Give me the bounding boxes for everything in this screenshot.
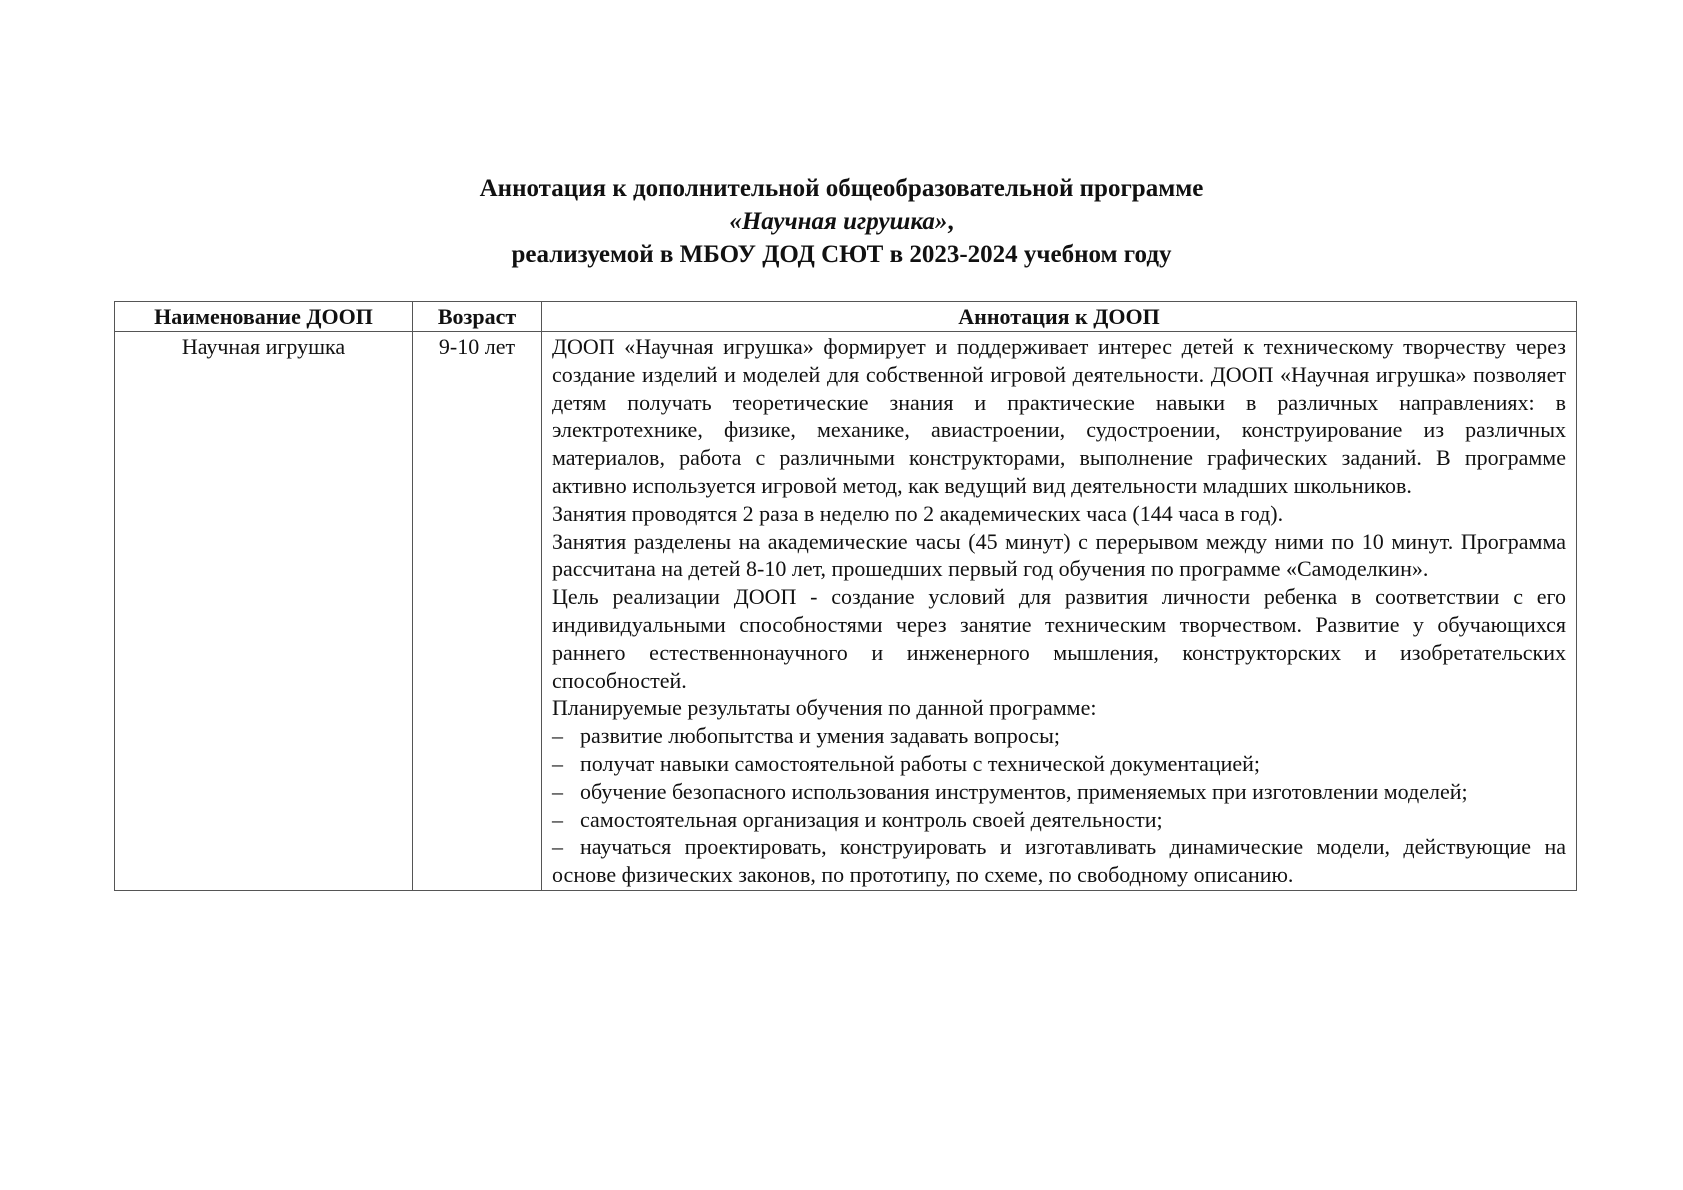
title-line-3: реализуемой в МБОУ ДОД СЮТ в 2023-2024 учебном году — [511, 241, 1172, 268]
table-header-row — [115, 302, 1577, 332]
list-item — [552, 778, 1566, 806]
header-name: Наименование ДООП — [115, 302, 413, 332]
dash-bullet: – — [552, 778, 563, 804]
table-row — [115, 332, 1577, 891]
list-item — [552, 806, 1566, 834]
cell-annotation — [542, 332, 1577, 891]
header-age: Возраст — [413, 302, 542, 332]
cell-age: 9-10 лет — [413, 332, 542, 891]
list-item-text: обучение безопасного использования инструментов, применяемых при изготовлении моделей; — [580, 778, 1468, 804]
annotation-paragraph-3: Занятия разделены на академические часы (45 минут) с перерывом между ними по 10 минут. Программа рассчитана на детей 8-10 лет, прошедших первый год обучения по программе «Самоделкин». — [552, 528, 1566, 582]
title-line-1: Аннотация к дополнительной общеобразовательной программе — [479, 175, 1204, 202]
dash-bullet: – — [552, 750, 563, 776]
results-list — [552, 722, 1566, 889]
cell-program-name: Научная игрушка — [115, 332, 413, 891]
dash-bullet: – — [552, 834, 563, 860]
annotation-paragraph-5: Планируемые результаты обучения по данной программе: — [552, 695, 1097, 721]
list-item — [552, 722, 1566, 750]
list-item-text: научаться проектировать, конструировать и изготавливать динамические модели, действующие на основе физических законов, по прототипу, по схеме, по свободному описанию. — [552, 834, 1566, 888]
annotation-paragraph-4: Цель реализации ДООП - создание условий для развития личности ребенка в соответствии с его индивидуальными способностями через занятие техническим творчеством. Развитие у обучающихся раннего естественнонаучного и инженерного мышления, конструкторских и изобретательских способностей. — [552, 584, 1566, 693]
dash-bullet: – — [552, 806, 563, 832]
list-item-text: получат навыки самостоятельной работы с технической документацией; — [580, 750, 1261, 776]
title-comma: , — [947, 208, 954, 235]
title-line-2 — [0, 205, 1683, 238]
annotation-paragraph-1: ДООП «Научная игрушка» формирует и поддерживает интерес детей к техническому творчеству через создание изделий и моделей для собственной игровой деятельности. ДООП «Научная игрушка» позволяет детям получать теоретические знания и практические навыки в различных направлениях: в электротехнике, физике, механике, авиастроении, судостроении, конструирование из различных материалов, работа с различными конструкторами, выполнение графических заданий. В программе активно используется игровой метод, как ведущий вид деятельности младших школьников. — [552, 334, 1566, 498]
dash-bullet: – — [552, 723, 563, 749]
header-annotation: Аннотация к ДООП — [542, 302, 1577, 332]
list-item-text: самостоятельная организация и контроль своей деятельности; — [580, 806, 1163, 832]
document-title — [0, 172, 1683, 271]
list-item — [552, 750, 1566, 778]
program-name-title: «Научная игрушка» — [729, 208, 948, 235]
list-item-text: развитие любопытства и умения задавать вопросы; — [580, 723, 1060, 749]
list-item — [552, 833, 1566, 889]
annotation-paragraph-2: Занятия проводятся 2 раза в неделю по 2 академических часа (144 часа в год). — [552, 500, 1284, 526]
annotation-table — [114, 301, 1577, 891]
